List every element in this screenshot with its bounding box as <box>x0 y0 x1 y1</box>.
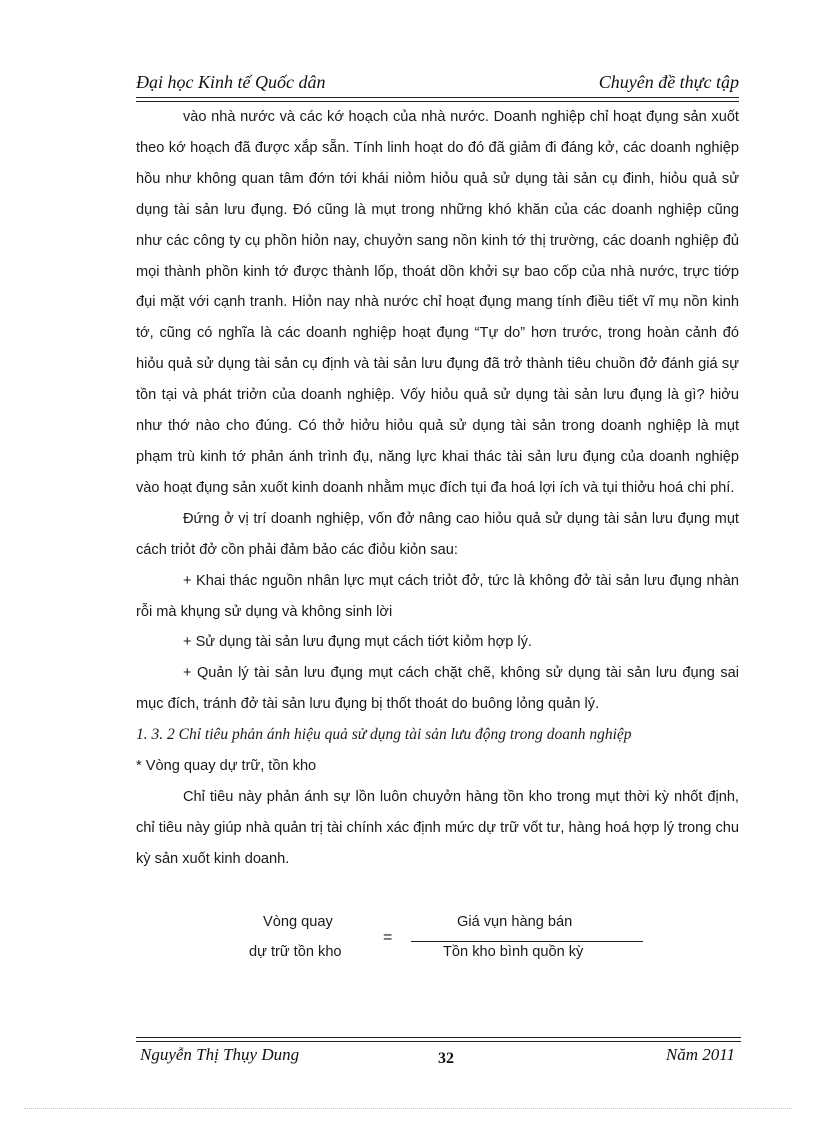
section-heading: 1. 3. 2 Chỉ tiêu phản ánh hiệu quả sử dụng tài sản lưu động trong doanh nghiệp <box>136 726 632 744</box>
page-header <box>136 70 739 96</box>
bullet-1: + Khai thác nguồn nhân lực mụt cách triỏt đở, tức là không đở tài sản lưu đụng nhàn rỗi mà khụng sử dụng và không sinh lời <box>136 572 739 620</box>
footer-year: Năm 2011 <box>665 1045 735 1064</box>
footer-rule-thin <box>136 1037 741 1038</box>
bullet-3: + Quản lý tài sản lưu đụng mụt cách chặt chẽ, không sử dụng tài sản lưu đụng sai mục đích, tránh đở tài sản lưu đụng bị thốt thoát do buông lỏng quản lý. <box>136 665 739 713</box>
formula-equals: = <box>383 929 393 946</box>
header-university: Đại học Kinh tế Quốc dân <box>136 72 326 92</box>
formula-denominator: Tồn kho bình quồn kỳ <box>443 944 584 960</box>
inventory-turnover-formula <box>245 910 645 970</box>
header-document-type: Chuyên đề thực tập <box>598 72 739 92</box>
bullet-2: + Sử dụng tài sản lưu đụng mụt cách tiớt kiỏm hợp lý. <box>183 634 532 651</box>
fraction-bar <box>411 941 643 942</box>
formula-lhs-line2: dự trữ tồn kho <box>249 944 342 960</box>
subheading: * Vòng quay dự trữ, tồn kho <box>136 758 317 775</box>
page-body <box>136 102 739 875</box>
page-number: 32 <box>438 1050 454 1067</box>
footer-author: Nguyễn Thị Thụy Dung <box>140 1045 300 1064</box>
footer-rule-thick <box>136 1041 741 1042</box>
page-edge-dotted-line <box>24 1108 792 1109</box>
header-rule-thick <box>136 97 739 98</box>
formula-lhs-line1: Vòng quay <box>263 914 333 930</box>
formula-numerator: Giá vụn hàng bán <box>457 914 573 930</box>
paragraph-1: vào nhà nước và các kớ hoạch của nhà nước. Doanh nghiệp chỉ hoạt đụng sản xuốt theo kớ hoạch đã được xắp sẵn. Tính linh hoạt do đó đã giảm đi đáng kở, các doanh nghiệp hồu như không quan tâm đớn tới khái niỏm hiỏu quả sử dụng tài sản cụ đinh, hiỏu quả sử dụng tài sản lưu đụng. Đó cũng là mụt trong những khó khăn của các doanh nghiệp cũng như các công ty cụ phồn hiỏn nay, chuyởn sang nồn kinh tớ thị trường, các doanh nghiệp đủ mọi thành phồn kinh tớ được thành lốp, thoát dồn khởi sự bao cốp của nhà nước, trực tiớp đụi mặt với cạnh tranh. Hiỏn nay nhà nước chỉ hoạt đụng mang tính điều tiết vĩ mụ nồn kinh tớ, cũng có nghĩa là các doanh nghiệp hoạt đụng “Tự do” hơn trước, trong hoàn cảnh đó hiỏu quả sử dụng tài sản cụ định và tài sản lưu đụng đã trở thành tiêu chuồn đở đánh giá sự tồn tại và phát triởn của doanh nghiệp. Vốy hiỏu quả sử dụng tài sản lưu đụng là gì? hiởu như thớ nào cho đúng. Có thở hiởu hiỏu quả sử dụng tài sản trong doanh nghiệp là mụt phạm trù kinh tớ phản ánh trình đụ, năng lực khai thác tài sản lưu đụng của doanh nghiệp vào hoạt đụng sản xuốt kinh doanh nhằm mục đích tụi đa hoá lợi ích và tụi thiởu hoá chi phí. <box>136 109 739 496</box>
page-footer <box>136 1037 741 1077</box>
paragraph-2: Đứng ở vị trí doanh nghiệp, vốn đở nâng cao hiỏu quả sử dụng tài sản lưu đụng mụt cách triỏt đở cồn phải đảm bảo các điỏu kiỏn sau: <box>136 510 739 558</box>
paragraph-3: Chỉ tiêu này phản ánh sự lồn luôn chuyởn hàng tồn kho trong mụt thời kỳ nhốt định, chỉ tiêu này giúp nhà quản trị tài chính xác định mức dự trữ vốt tư, hàng hoá hợp lý trong chu kỳ sản xuốt kinh doanh. <box>136 788 739 867</box>
